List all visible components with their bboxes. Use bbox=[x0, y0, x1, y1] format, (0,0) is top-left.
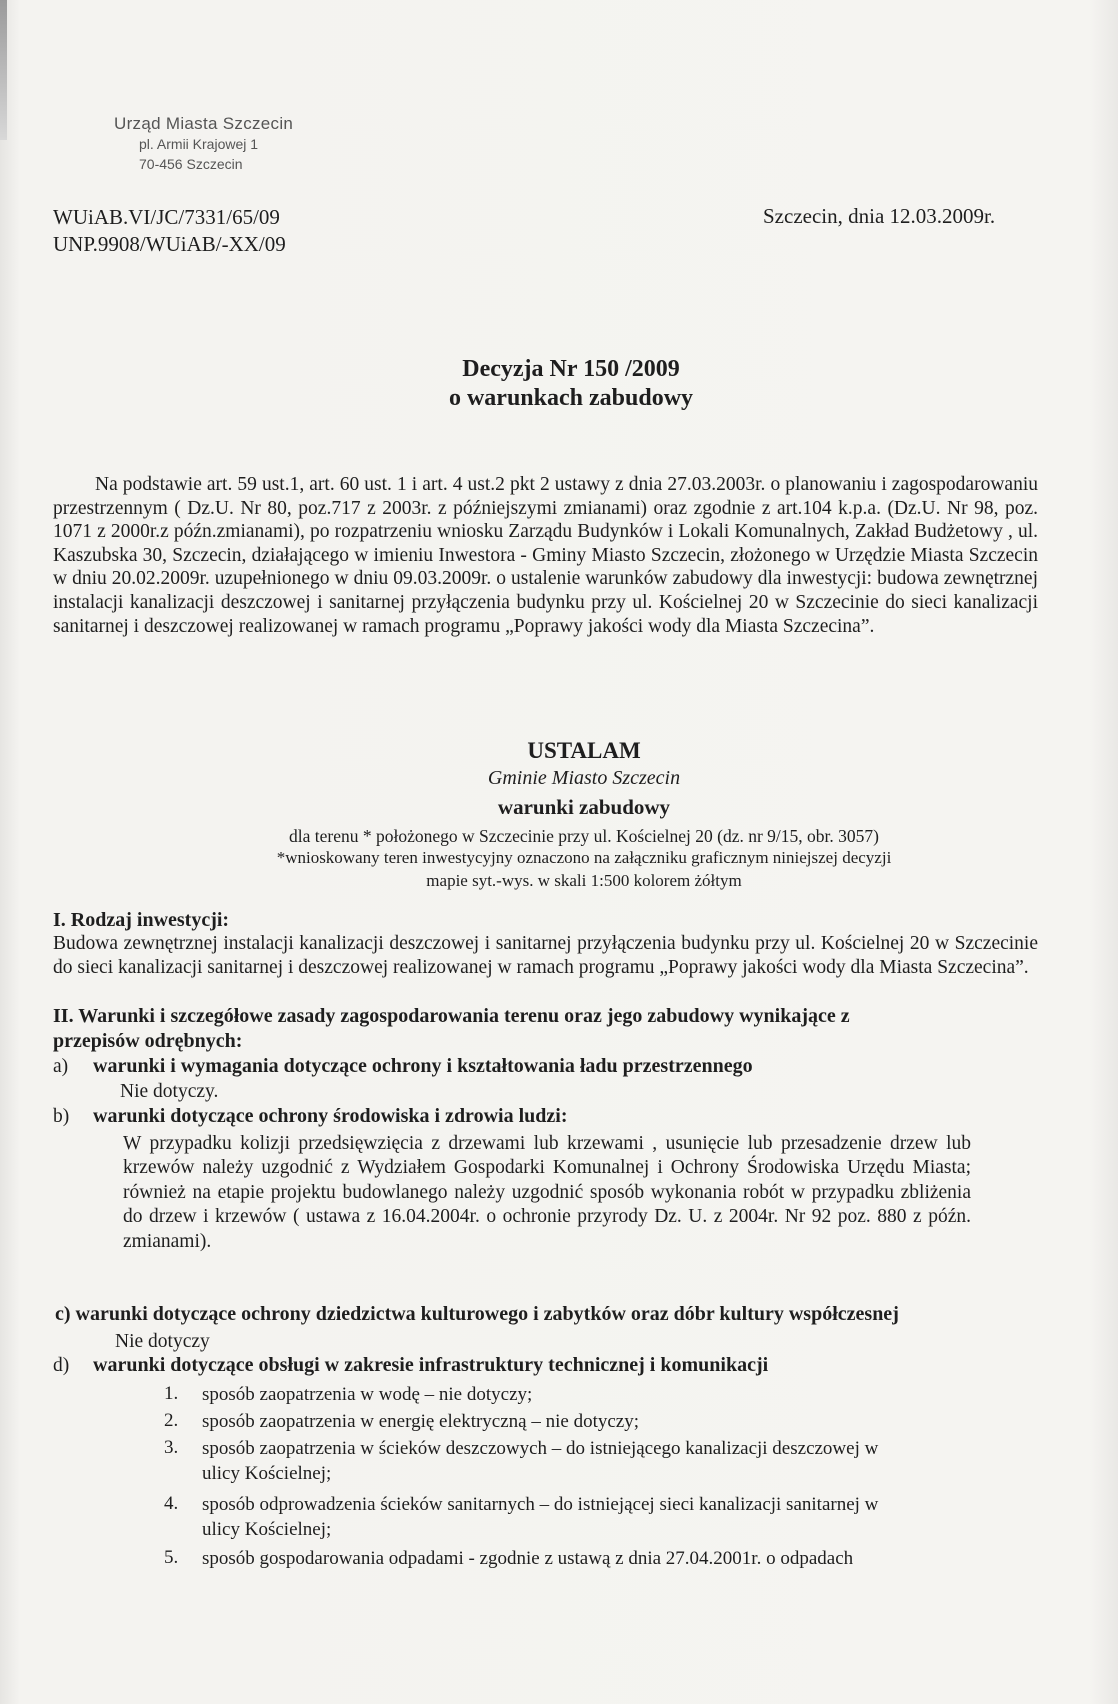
reference-numbers bbox=[53, 204, 286, 258]
subsection-a-text: Nie dotyczy. bbox=[120, 1081, 219, 1102]
decision-title: Decyzja Nr 150 /2009 bbox=[462, 356, 680, 382]
reference-number-2: UNP.9908/WUiAB/-XX/09 bbox=[53, 232, 286, 256]
list-item-number: 2. bbox=[164, 1410, 179, 1431]
list-item-waste: sposób gospodarowania odpadami - zgodnie z ustawą z dnia 27.04.2001r. o odpadach bbox=[202, 1548, 854, 1569]
site-note-line2: mapie syt.-wys. w skali 1:500 kolorem żółtym bbox=[426, 871, 742, 890]
subsection-a-heading: warunki i wymagania dotyczące ochrony i kształtowania ładu przestrzennego bbox=[93, 1055, 753, 1077]
section-2-heading-line2: przepisów odrębnych: bbox=[53, 1030, 243, 1052]
site-location: dla terenu * położonego w Szczecinie przy ul. Kościelnej 20 (dz. nr 9/15, obr. 3057) bbox=[289, 826, 879, 846]
subsection-b-heading: warunki dotyczące ochrony środowiska i zdrowia ludzi: bbox=[93, 1105, 568, 1127]
list-item-rainwater-cont: ulicy Kościelnej; bbox=[202, 1463, 332, 1484]
subsection-c-text: Nie dotyczy bbox=[115, 1331, 210, 1352]
list-item-sewage-cont: ulicy Kościelnej; bbox=[202, 1519, 332, 1540]
place-and-date: Szczecin, dnia 12.03.2009r. bbox=[763, 204, 996, 228]
ustalam-heading: USTALAM bbox=[527, 738, 641, 763]
office-stamp bbox=[114, 114, 293, 174]
office-name: Urząd Miasta Szczecin bbox=[114, 114, 294, 133]
office-address-street: pl. Armii Krajowej 1 bbox=[139, 136, 259, 152]
section-2-heading-line1: II. Warunki i szczegółowe zasady zagospodarowania terenu oraz jego zabudowy wynikające z bbox=[53, 1005, 850, 1027]
list-item-number: 4. bbox=[164, 1493, 179, 1514]
list-item-electricity: sposób zaopatrzenia w energię elektryczną – nie dotyczy; bbox=[202, 1411, 639, 1432]
subsection-d-heading: warunki dotyczące obsługi w zakresie infrastruktury technicznej i komunikacji bbox=[93, 1354, 769, 1376]
list-item-sewage: sposób odprowadzenia ścieków sanitarnych – do istniejącej sieci kanalizacji sanitarnej w bbox=[202, 1494, 879, 1515]
subsection-d-label: d) bbox=[53, 1355, 70, 1376]
section-1-heading: I. Rodzaj inwestycji: bbox=[53, 909, 230, 931]
scan-edge-shadow bbox=[0, 0, 7, 140]
list-item-water: sposób zaopatrzenia w wodę – nie dotyczy; bbox=[202, 1384, 533, 1405]
section-1-text: Budowa zewnętrznej instalacji kanalizacji deszczowej i sanitarnej przyłączenia budynku przy ul. Kościelnej 20 w Szczecinie do sieci kanalizacji sanitarnej i deszczowej realizowanej w ramach programu „Poprawy jakości wody dla Miasta Szczecina”. bbox=[53, 933, 1038, 978]
list-item-number: 3. bbox=[164, 1437, 179, 1458]
list-item-number: 1. bbox=[164, 1383, 179, 1404]
list-item-number: 5. bbox=[164, 1547, 179, 1568]
subsection-b-text: W przypadku kolizji przedsięwzięcia z drzewami lub krzewami , usunięcie lub przesadzenie drzew lub krzewów należy uzgodnić z Wydziałem Gospodarki Komunalnej i Ochrony Środowiska Urzędu Miasta; również na etapie projektu budowlanego należy uzgodnić sposób wykonania robót w przypadku zbliżenia do drzew i krzewów ( ustawa z 16.04.2004r. o ochronie przyrody Dz. U. z 2004r. Nr 92 poz. 880 z późn. zmianami). bbox=[123, 1133, 971, 1252]
legal-basis-text: Na podstawie art. 59 ust.1, art. 60 ust. 1 i art. 4 ust.2 pkt 2 ustawy z dnia 27.03.2003r. o planowaniu i zagospodarowaniu przestrzennym ( Dz.U. Nr 80, poz.717 z 2003r. z późniejszymi zmianami) oraz zgodnie z art.104 k.p.a. (Dz.U. Nr 98, poz. 1071 z 2000r.z późn.zmianami), po rozpatrzeniu wniosku Zarządu Budynków i Lokali Komunalnych, Zakład Budżetowy , ul. Kaszubska 30, Szczecin, działającego w imieniu Inwestora - Gminy Miasto Szczecin, złożonego w Urzędzie Miasta Szczecin w dniu 20.02.2009r. uzupełnionego w dniu 09.03.2009r. o ustalenie warunków zabudowy dla inwestycji: budowa zewnętrznej instalacji kanalizacji deszczowej i sanitarnej przyłączenia budynku przy ul. Kościelnej 20 w Szczecinie do sieci kanalizacji sanitarnej i deszczowej realizowanej w ramach programu „Poprawy jakości wody dla Miasta Szczecina”. bbox=[53, 474, 1038, 637]
conditions-heading: warunki zabudowy bbox=[497, 795, 671, 819]
office-address-city: 70-456 Szczecin bbox=[139, 156, 243, 172]
subsection-c-heading: c) warunki dotyczące ochrony dziedzictwa kulturowego i zabytków oraz dóbr kultury współczesnej bbox=[55, 1303, 899, 1325]
subsection-b-label: b) bbox=[53, 1106, 70, 1127]
decision-subtitle: o warunkach zabudowy bbox=[448, 385, 694, 411]
legal-basis-paragraph bbox=[53, 473, 1038, 638]
reference-number-1: WUiAB.VI/JC/7331/65/09 bbox=[53, 205, 280, 229]
site-note-line1: *wnioskowany teren inwestycyjny oznaczono na załączniku graficznym niniejszej decyzji bbox=[276, 848, 892, 867]
list-item-rainwater: sposób zaopatrzenia w ścieków deszczowych – do istniejącego kanalizacji deszczowej w bbox=[202, 1438, 879, 1459]
subsection-a-label: a) bbox=[53, 1056, 69, 1077]
addressee: Gminie Miasto Szczecin bbox=[487, 767, 681, 789]
